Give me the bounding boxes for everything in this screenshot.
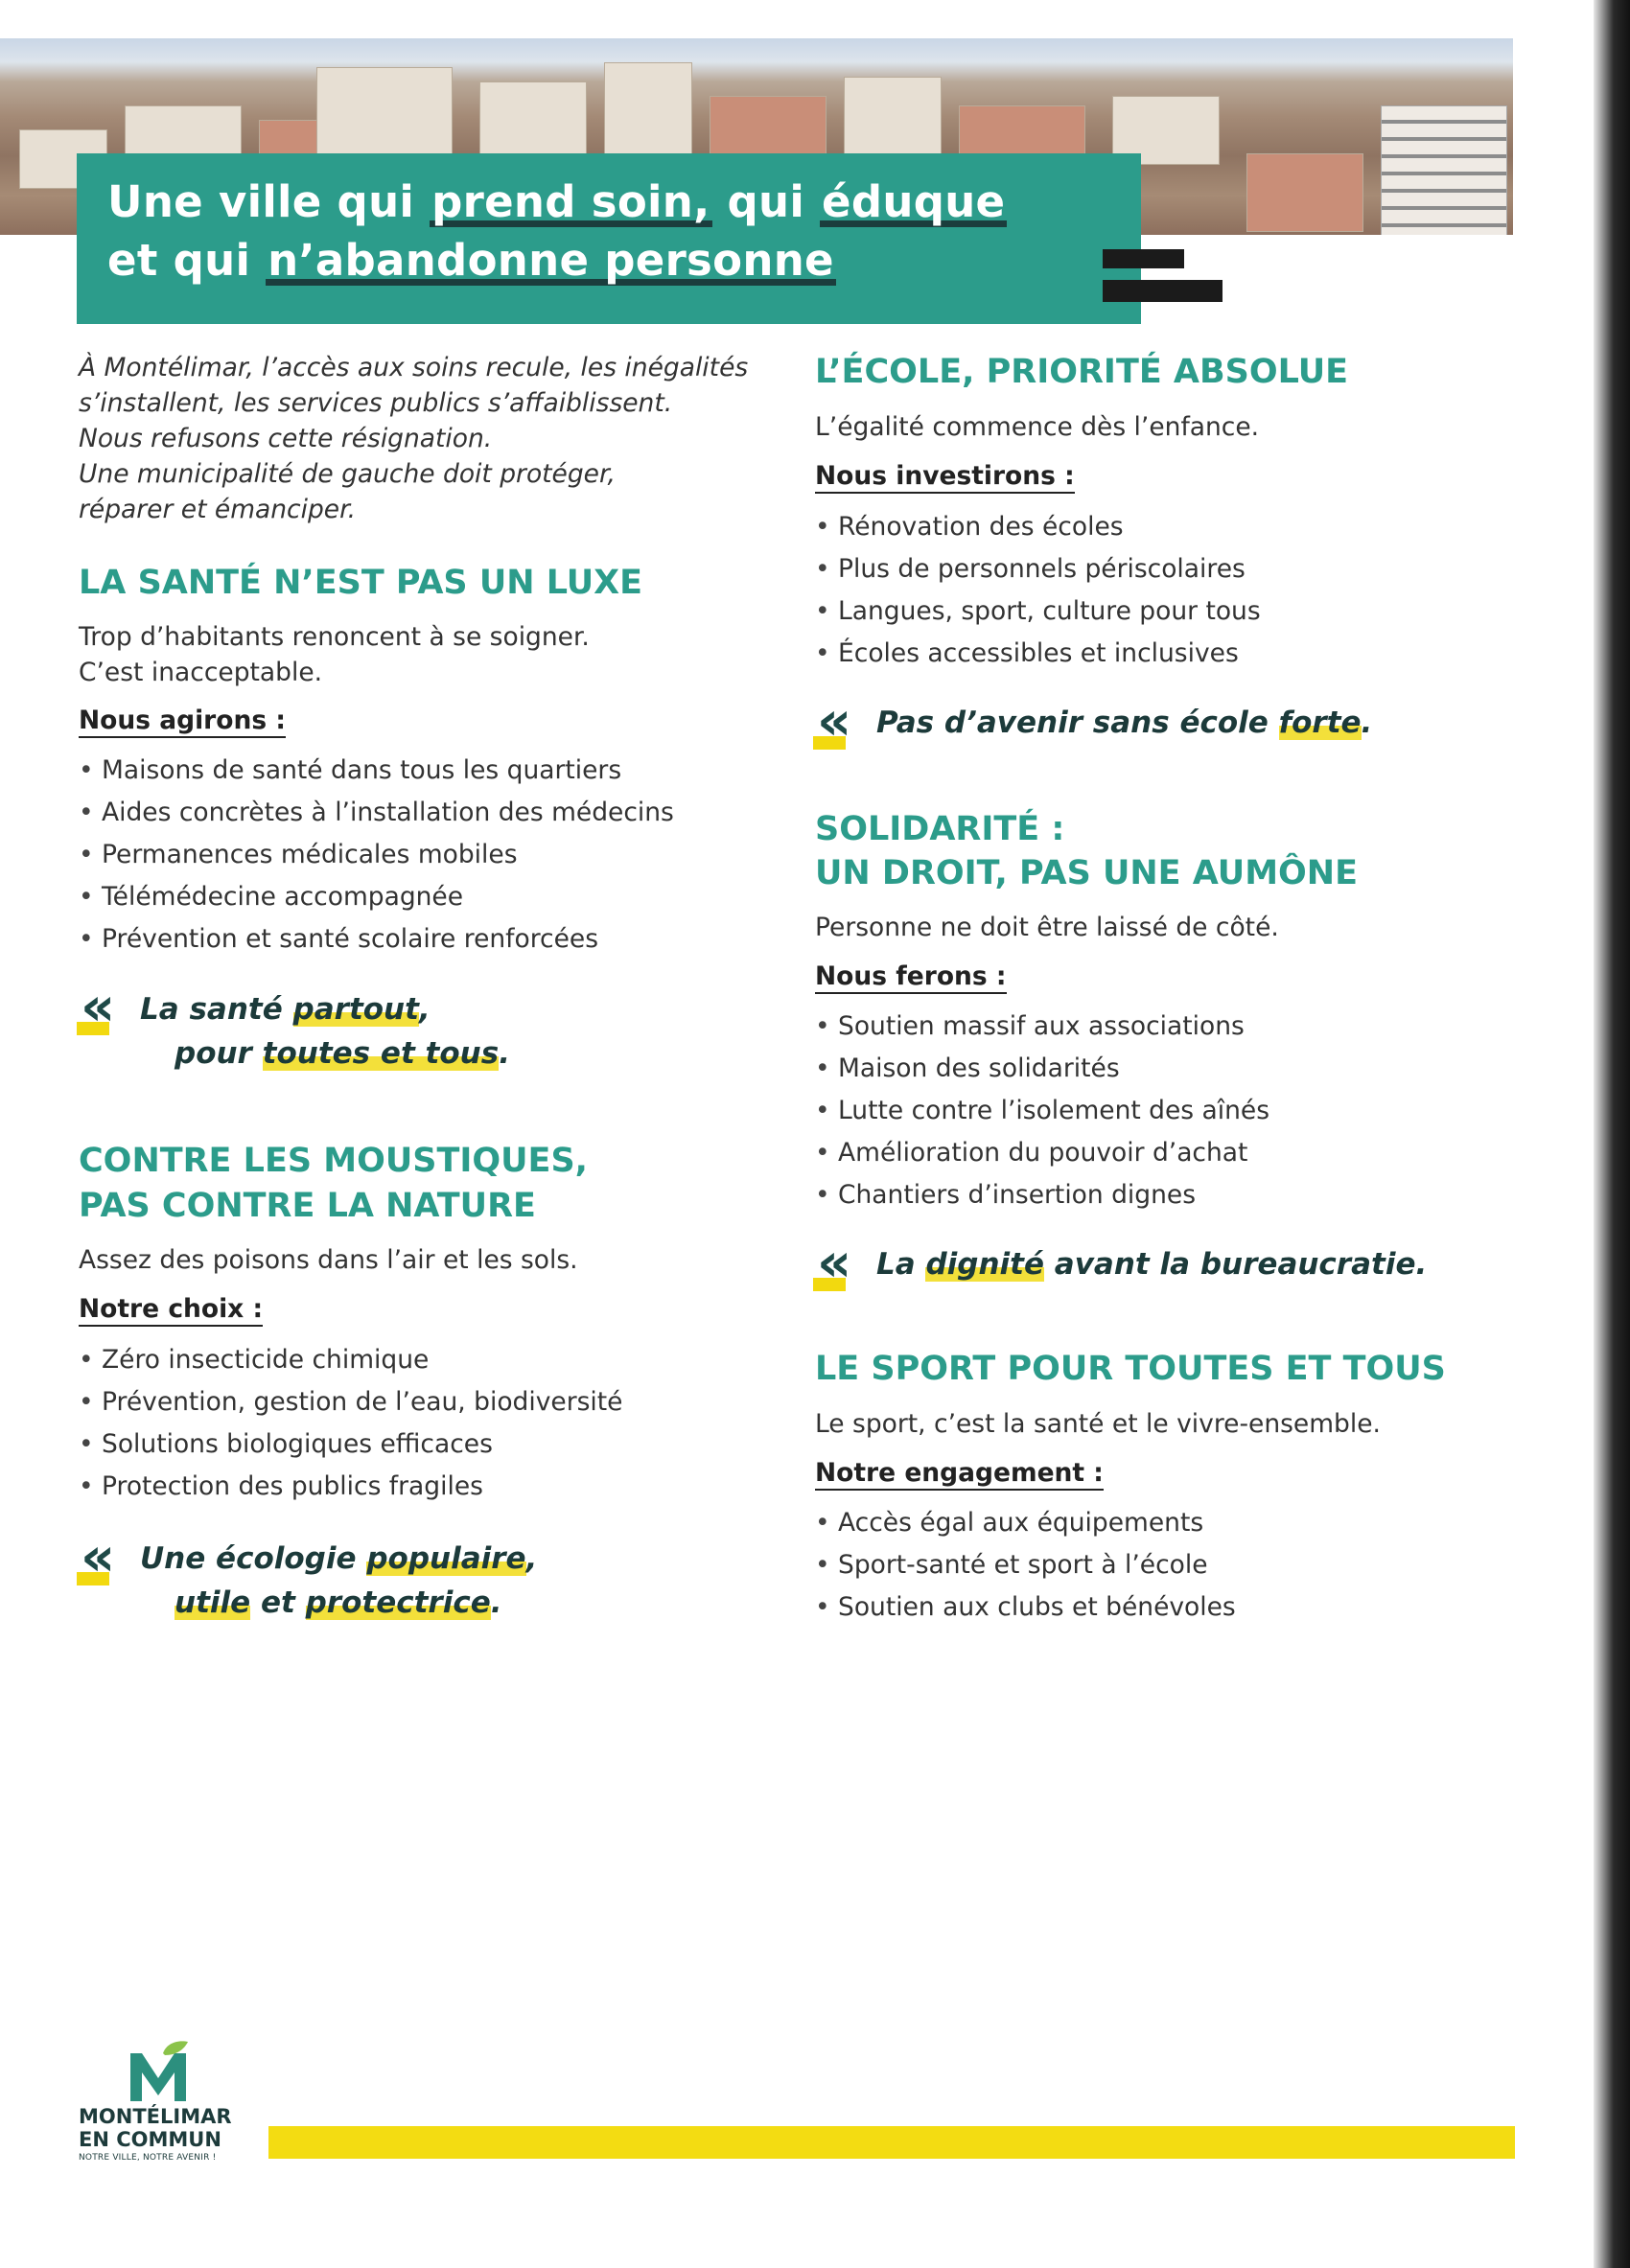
quote-sante-line-1: La santé partout, [140, 992, 431, 1027]
bullet-list-moustiques [79, 1339, 622, 1508]
quote-mark-icon: « [817, 1232, 852, 1294]
quote-solidarite: La dignité avant la bureaucratie. [876, 1247, 1428, 1282]
bullet-list-sport [815, 1502, 1236, 1629]
bullet-list-solidarite [815, 1006, 1269, 1216]
bullet-list-ecole [815, 506, 1261, 675]
list-item: • Rénovation des écoles [815, 506, 1261, 548]
section-lead-sport: Le sport, c’est la santé et le vivre-ensemble. [815, 1409, 1381, 1439]
list-item: • Plus de personnels périscolaires [815, 548, 1261, 590]
section-lead-ecole: L’égalité commence dès l’enfance. [815, 412, 1260, 442]
list-item: • Prévention et santé scolaire renforcées [79, 918, 674, 960]
section-lead-solidarite: Personne ne doit être laissé de côté. [815, 913, 1279, 942]
logo-text-line-2: EN COMMUN [79, 2128, 221, 2151]
title-dash-1 [1103, 249, 1184, 268]
section-label-ecole: Nous investirons : [815, 461, 1075, 494]
montelimar-logo-icon [125, 2040, 192, 2103]
page-title-line-2: et qui n’abandonne personne [107, 235, 834, 286]
section-label-sport: Notre engagement : [815, 1458, 1104, 1491]
logo-text-line-1: MONTÉLIMAR [79, 2105, 232, 2128]
list-item: • Permanences médicales mobiles [79, 834, 674, 876]
section-lead-sante-1: Trop d’habitants renoncent à se soigner. [79, 622, 590, 652]
section-heading-ecole: L’ÉCOLE, PRIORITÉ ABSOLUE [815, 353, 1349, 391]
quote-moustiques-line-2: utile et protectrice. [175, 1585, 502, 1620]
section-heading-moustiques-1: CONTRE LES MOUSTIQUES, [79, 1142, 588, 1180]
list-item: • Sport-santé et sport à l’école [815, 1544, 1236, 1586]
page-title-line-1: Une ville qui prend soin, qui éduque [107, 176, 1006, 227]
section-label-moustiques: Notre choix : [79, 1294, 263, 1327]
section-lead-moustiques: Assez des poisons dans l’air et les sols. [79, 1245, 578, 1275]
list-item: • Télémédecine accompagnée [79, 876, 674, 918]
section-lead-sante-2: C’est inacceptable. [79, 658, 323, 687]
list-item: • Maison des solidarités [815, 1048, 1269, 1090]
quote-mark-icon: « [817, 690, 852, 752]
list-item: • Zéro insecticide chimique [79, 1339, 622, 1381]
title-dash-2 [1103, 280, 1222, 302]
list-item: • Aides concrètes à l’installation des médecins [79, 792, 674, 834]
quote-mark-icon: « [81, 1526, 116, 1588]
list-item: • Soutien aux clubs et bénévoles [815, 1586, 1236, 1629]
section-label-solidarite: Nous ferons : [815, 961, 1007, 994]
section-heading-sante: LA SANTÉ N’EST PAS UN LUXE [79, 564, 643, 602]
section-heading-sport: LE SPORT POUR TOUTES ET TOUS [815, 1350, 1446, 1388]
list-item: • Écoles accessibles et inclusives [815, 633, 1261, 675]
list-item: • Accès égal aux équipements [815, 1502, 1236, 1544]
page-edge-shadow [1594, 0, 1630, 2268]
section-heading-moustiques-2: PAS CONTRE LA NATURE [79, 1187, 536, 1225]
list-item: • Maisons de santé dans tous les quartiers [79, 750, 674, 792]
section-label-sante: Nous agirons : [79, 706, 286, 738]
quote-mark-icon: « [81, 976, 116, 1038]
intro-text: À Montélimar, l’accès aux soins recule, les inégalités s’installent, les services publics s’affaiblissent. Nous refusons cette résignation. Une municipalité de gauche doit protéger, réparer et émanciper. [79, 353, 749, 524]
list-item: • Solutions biologiques efficaces [79, 1423, 622, 1466]
list-item: • Prévention, gestion de l’eau, biodiversité [79, 1381, 622, 1423]
bullet-list-sante [79, 750, 674, 960]
quote-ecole: Pas d’avenir sans école forte. [876, 706, 1373, 740]
list-item: • Amélioration du pouvoir d’achat [815, 1132, 1269, 1174]
list-item: • Chantiers d’insertion dignes [815, 1174, 1269, 1216]
section-heading-solidarite-2: UN DROIT, PAS UNE AUMÔNE [815, 854, 1358, 892]
list-item: • Protection des publics fragiles [79, 1466, 622, 1508]
logo-tagline: NOTRE VILLE, NOTRE AVENIR ! [79, 2153, 217, 2163]
list-item: • Soutien massif aux associations [815, 1006, 1269, 1048]
footer-yellow-bar [268, 2126, 1515, 2159]
list-item: • Lutte contre l’isolement des aînés [815, 1090, 1269, 1132]
section-heading-solidarite-1: SOLIDARITÉ : [815, 810, 1065, 848]
quote-sante-line-2: pour toutes et tous. [175, 1036, 510, 1071]
quote-moustiques-line-1: Une écologie populaire, [140, 1541, 538, 1576]
list-item: • Langues, sport, culture pour tous [815, 590, 1261, 633]
